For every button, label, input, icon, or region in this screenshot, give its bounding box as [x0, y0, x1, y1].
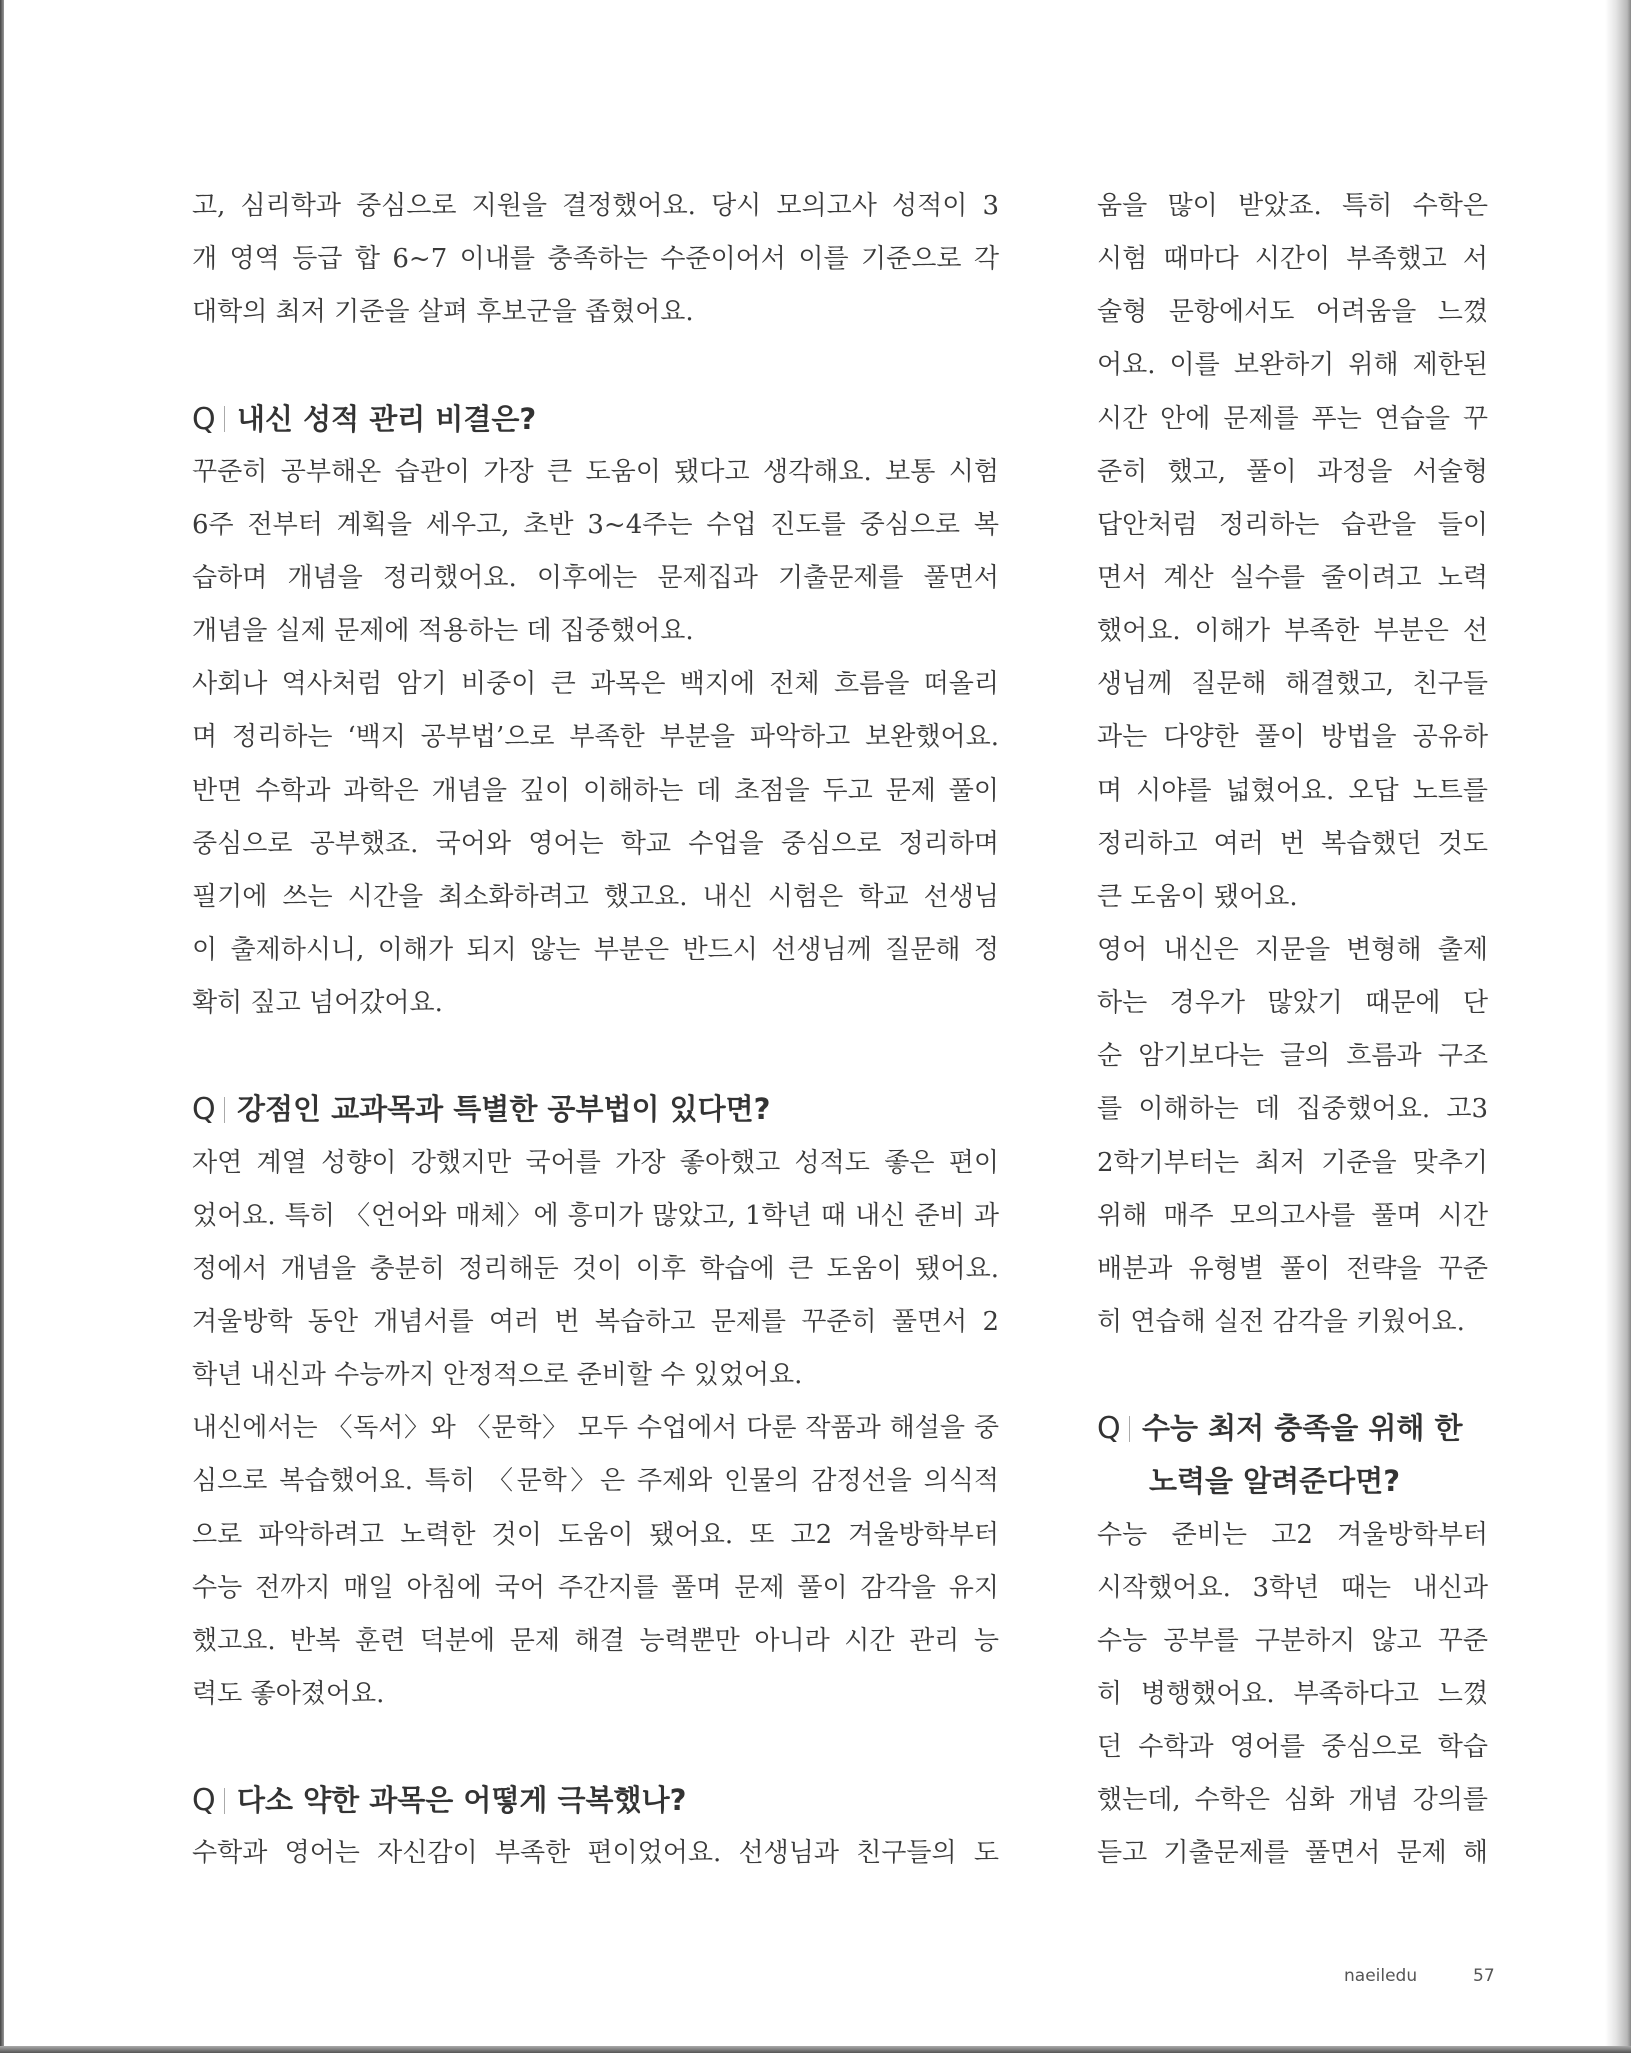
body-text-line: 히 연습해 실전 감각을 키웠어요. [1097, 1306, 1465, 1337]
body-text-line: 습하며 개념을 정리했어요. 이후에는 문제집과 기출문제를 풀면서 [192, 562, 999, 593]
question-mark-label: Q [192, 401, 216, 437]
publication-name: naeiledu [1344, 1966, 1418, 1986]
question-heading [192, 393, 999, 446]
body-text-line: 움을 많이 받았죠. 특히 수학은 [1097, 191, 1488, 221]
body-text-line: 했고요. 반복 훈련 덕분에 문제 해결 능력뿐만 아니라 시간 관리 능 [192, 1625, 999, 1656]
body-text-line: 2학기부터는 최저 기준을 맞추기 [1097, 1147, 1488, 1178]
body-text-line: 듣고 기출문제를 풀면서 문제 해 [1097, 1838, 1488, 1869]
body-text-line: 학년 내신과 수능까지 안정적으로 준비할 수 있었어요. [192, 1360, 803, 1391]
left-column [192, 180, 999, 1881]
body-text-line: 영어 내신은 지문을 변형해 출제 [1097, 934, 1488, 965]
right-column [1097, 180, 1488, 1881]
body-text-line: 를 이해하는 데 집중했어요. 고3 [1097, 1094, 1488, 1125]
heading-divider [224, 1788, 225, 1814]
page-footer [1344, 1966, 1495, 1986]
body-text-line: 정에서 개념을 충분히 정리해둔 것이 이후 학습에 큰 도움이 됐어요. [192, 1253, 999, 1284]
question-text: 노력을 알려준다면? [1149, 1464, 1401, 1499]
paragraph-gap [192, 339, 999, 392]
body-text-line: 며 정리하는 ‘백지 공부법’으로 부족한 부분을 파악하고 보완했어요. [192, 722, 999, 753]
question-heading [192, 1083, 999, 1136]
body-text-line: 며 시야를 넓혔어요. 오답 노트를 [1097, 775, 1488, 806]
body-text-line: 술형 문항에서도 어려움을 느꼈 [1097, 297, 1488, 328]
question-heading [1097, 1455, 1488, 1508]
body-text-line: 꾸준히 공부해온 습관이 가장 큰 도움이 됐다고 생각해요. 보통 시험 [192, 456, 999, 487]
body-text-line: 시작했어요. 3학년 때는 내신과 [1097, 1572, 1488, 1603]
question-text: 내신 성적 관리 비결은? [237, 401, 537, 436]
paragraph-gap [192, 1721, 999, 1774]
body-text-line: 이 출제하시니, 이해가 되지 않는 부분은 반드시 선생님께 질문해 정 [192, 934, 999, 965]
page-number: 57 [1473, 1966, 1495, 1986]
body-text-line: 답안처럼 정리하는 습관을 들이 [1097, 509, 1488, 540]
body-text-line: 반면 수학과 과학은 개념을 깊이 이해하는 데 초점을 두고 문제 풀이 [192, 775, 999, 806]
body-text-line: 수능 전까지 매일 아침에 국어 주간지를 풀며 문제 풀이 감각을 유지 [192, 1572, 999, 1603]
paragraph-gap [1097, 1349, 1488, 1402]
body-text-line: 내신에서는 〈독서〉와 〈문학〉 모두 수업에서 다룬 작품과 해설을 중 [192, 1413, 999, 1444]
body-text-line: 대학의 최저 기준을 살펴 후보군을 좁혔어요. [192, 297, 694, 328]
page-edge-left [0, 0, 4, 2053]
body-text-line: 필기에 쓰는 시간을 최소화하려고 했고요. 내신 시험은 학교 선생님 [192, 881, 999, 912]
body-text-line: 배분과 유형별 풀이 전략을 꾸준 [1097, 1253, 1488, 1284]
paragraph-gap [192, 1030, 999, 1083]
body-text-line: 사회나 역사처럼 암기 비중이 큰 과목은 백지에 전체 흐름을 떠올리 [192, 669, 999, 700]
question-text: 다소 약한 과목은 어떻게 극복했나? [237, 1783, 687, 1818]
question-mark-label: Q [192, 1783, 216, 1819]
body-text-line: 었어요. 특히 〈언어와 매체〉에 흥미가 많았고, 1학년 때 내신 준비 과 [192, 1200, 999, 1231]
body-text-line: 고, 심리학과 중심으로 지원을 결정했어요. 당시 모의고사 성적이 3 [192, 191, 999, 221]
body-text-line: 수학과 영어는 자신감이 부족한 편이었어요. 선생님과 친구들의 도 [192, 1838, 999, 1869]
body-text-line: 했는데, 수학은 심화 개념 강의를 [1097, 1785, 1488, 1816]
heading-divider [224, 1097, 225, 1123]
body-text-line: 으로 파악하려고 노력한 것이 도움이 됐어요. 또 고2 겨울방학부터 [192, 1519, 999, 1550]
body-text-line: 개 영역 등급 합 6~7 이내를 충족하는 수준이어서 이를 기준으로 각 [192, 244, 999, 275]
body-text-line: 큰 도움이 됐어요. [1097, 881, 1298, 912]
body-text-line: 중심으로 공부했죠. 국어와 영어는 학교 수업을 중심으로 정리하며 [192, 828, 999, 859]
question-text: 수능 최저 충족을 위해 한 [1142, 1411, 1463, 1446]
body-text-line: 정리하고 여러 번 복습했던 것도 [1097, 828, 1488, 859]
body-text-line: 시간 안에 문제를 푸는 연습을 꾸 [1097, 403, 1488, 434]
page-edge-shadow [1605, 0, 1631, 2053]
question-heading [192, 1774, 999, 1827]
body-text-line: 수능 준비는 고2 겨울방학부터 [1097, 1519, 1488, 1550]
question-text: 강점인 교과목과 특별한 공부법이 있다면? [237, 1092, 771, 1127]
body-text-line: 과는 다양한 풀이 방법을 공유하 [1097, 722, 1488, 753]
body-text-line: 겨울방학 동안 개념서를 여러 번 복습하고 문제를 꾸준히 풀면서 2 [192, 1306, 999, 1337]
heading-divider [224, 406, 225, 432]
question-mark-label: Q [1097, 1411, 1121, 1447]
heading-divider [1129, 1416, 1130, 1442]
body-text-line: 6주 전부터 계획을 세우고, 초반 3~4주는 수업 진도를 중심으로 복 [192, 509, 999, 540]
body-text-line: 확히 짚고 넘어갔어요. [192, 988, 443, 1019]
body-text-line: 수능 공부를 구분하지 않고 꾸준 [1097, 1625, 1488, 1656]
page-edge-bottom [0, 2046, 1631, 2053]
question-mark-label: Q [192, 1092, 216, 1128]
body-text-line: 순 암기보다는 글의 흐름과 구조 [1097, 1041, 1488, 1072]
body-text-line: 력도 좋아졌어요. [192, 1678, 385, 1709]
body-text-line: 위해 매주 모의고사를 풀며 시간 [1097, 1200, 1488, 1231]
body-text-line: 시험 때마다 시간이 부족했고 서 [1097, 244, 1488, 275]
body-text-line: 던 수학과 영어를 중심으로 학습 [1097, 1732, 1488, 1763]
body-text-line: 생님께 질문해 해결했고, 친구들 [1097, 669, 1488, 700]
body-text-line: 개념을 실제 문제에 적용하는 데 집중했어요. [192, 616, 694, 647]
body-text-line: 했어요. 이해가 부족한 부분은 선 [1097, 616, 1488, 647]
body-text-line: 자연 계열 성향이 강했지만 국어를 가장 좋아했고 성적도 좋은 편이 [192, 1147, 999, 1178]
body-text-line: 히 병행했어요. 부족하다고 느꼈 [1097, 1678, 1488, 1709]
body-text-line: 심으로 복습했어요. 특히 〈문학〉은 주제와 인물의 감정선을 의식적 [192, 1466, 999, 1497]
question-heading [1097, 1402, 1488, 1455]
body-text-line: 어요. 이를 보완하기 위해 제한된 [1097, 350, 1488, 381]
body-text-line: 하는 경우가 많았기 때문에 단 [1097, 988, 1488, 1019]
body-text-line: 면서 계산 실수를 줄이려고 노력 [1097, 562, 1488, 593]
body-text-line: 준히 했고, 풀이 과정을 서술형 [1097, 456, 1488, 487]
